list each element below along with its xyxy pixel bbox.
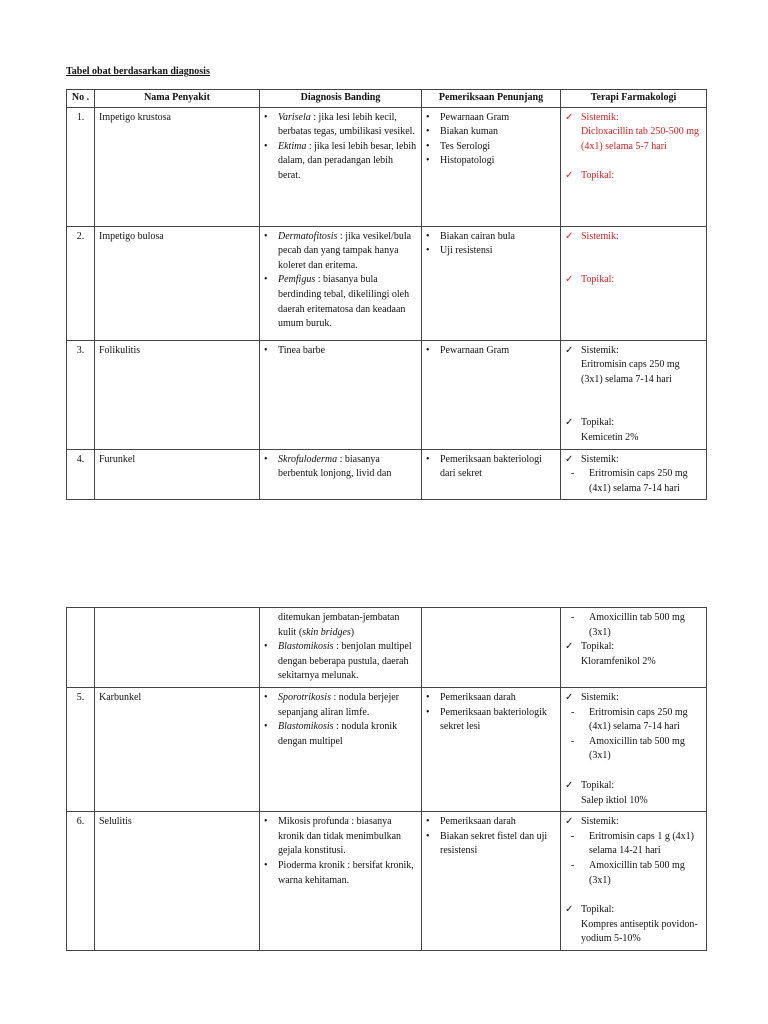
list-item: • Mikosis profunda : biasanya kronik dan tidak menimbulkan gejala konstitusi. xyxy=(264,815,417,859)
table-row xyxy=(67,226,707,340)
list-item: • Varisela : jika lesi lebih kecil, berbatas tegas, umbilikasi vesikel. xyxy=(264,111,417,140)
check-icon: ✓ xyxy=(565,230,574,242)
table-row xyxy=(67,687,707,811)
list-item: • Pemeriksaan darah xyxy=(426,815,556,830)
check-icon: ✓ xyxy=(565,691,574,703)
dash-icon: - xyxy=(571,859,575,871)
topikal-block: ✓ Topikal: xyxy=(565,273,702,288)
check-icon: ✓ xyxy=(565,170,574,182)
list-item: - Eritromisin caps 250 mg (4x1) selama 7-14 hari xyxy=(571,706,688,733)
disease-name: Impetigo bulosa xyxy=(95,226,260,340)
list-item: • Blastomikosis : nodula kronik dengan multipel xyxy=(264,720,417,749)
list-item: • Biakan kuman xyxy=(426,125,556,140)
dash-icon: - xyxy=(571,612,575,623)
terapi-cell xyxy=(561,107,707,226)
pemeriksaan-cell xyxy=(422,812,561,951)
table-row xyxy=(67,340,707,449)
terapi-cell xyxy=(561,340,707,449)
topikal-block: ✓ Topikal: xyxy=(565,169,702,184)
disease-name: Impetigo krustosa xyxy=(95,107,260,226)
drug-table-page2 xyxy=(66,607,707,951)
list-item: • Pemeriksaan bakteriologik sekret lesi xyxy=(426,706,556,735)
list-item: • Biakan sekret fistel dan uji resistensi xyxy=(426,830,556,859)
dash-icon: - xyxy=(571,735,575,747)
pemeriksaan-cell xyxy=(422,107,561,226)
sistemik-block: ✓ Sistemik: xyxy=(565,230,702,245)
row-number: 6. xyxy=(67,812,95,951)
topikal-block: ✓ Topikal: Salep iktiol 10% xyxy=(565,779,648,806)
sistemik-block: ✓ Sistemik: xyxy=(565,453,702,468)
check-icon: ✓ xyxy=(565,274,574,286)
disease-name: Folikulitis xyxy=(95,340,260,449)
sistemik-block: ✓ Sistemik: xyxy=(565,815,702,830)
diagnosis-banding-cell xyxy=(260,449,422,500)
drug-table-page1 xyxy=(66,89,707,500)
header-terapi-farmakologi: Terapi Farmakologi xyxy=(561,90,707,108)
check-icon: ✓ xyxy=(565,904,574,916)
topikal-block: ✓ Topikal: Kemicetin 2% xyxy=(565,417,639,443)
disease-name: Karbunkel xyxy=(95,687,260,811)
diagnosis-banding-cell xyxy=(260,608,422,688)
row-number: 3. xyxy=(67,340,95,449)
list-item: • Histopatologi xyxy=(426,154,556,169)
list-item: • Sporotrikosis : nodula berjejer sepanjang aliran limfe. xyxy=(264,691,417,720)
row-number: 5. xyxy=(67,687,95,811)
pemeriksaan-cell xyxy=(422,687,561,811)
list-item: • Tinea barbe xyxy=(264,344,417,359)
diagnosis-banding-cell xyxy=(260,812,422,951)
check-icon: ✓ xyxy=(565,417,574,429)
table-row xyxy=(67,107,707,226)
list-item: - Amoxicillin tab 500 mg (3x1) xyxy=(571,612,685,638)
table-row xyxy=(67,608,707,688)
topikal-block: ✓ Topikal: Kompres antiseptik povidon-yodium 5-10% xyxy=(565,904,698,945)
list-item: - Amoxicillin tab 500 mg (3x1) xyxy=(571,859,685,886)
sistemik-block: ✓ Sistemik: Eritromisin caps 250 mg (3x1) selama 7-14 hari xyxy=(565,344,680,385)
check-icon: ✓ xyxy=(565,641,574,653)
disease-name: Selulitis xyxy=(95,812,260,951)
diagnosis-banding-cell xyxy=(260,107,422,226)
sistemik-block: ✓ Sistemik: xyxy=(565,691,702,706)
diagnosis-banding-cell xyxy=(260,687,422,811)
list-item: • Ektima : jika lesi lebih besar, lebih dalam, dan peradangan lebih berat. xyxy=(264,140,417,184)
header-pemeriksaan-penunjang: Pemeriksaan Penunjang xyxy=(422,90,561,108)
dash-icon: - xyxy=(571,830,575,842)
list-item: - Eritromisin caps 250 mg (4x1) selama 7-14 hari xyxy=(571,468,688,494)
list-item: • Pewarnaan Gram xyxy=(426,111,556,126)
row-number: 4. xyxy=(67,449,95,500)
list-item: • Blastomikosis : benjolan multipel dengan beberapa pustula, daerah sekitarnya melunak. xyxy=(264,640,417,684)
topikal-block: ✓ Topikal: Kloramfenikol 2% xyxy=(565,641,656,667)
list-item: • Pemeriksaan darah xyxy=(426,691,556,706)
page-title: Tabel obat berdasarkan diagnosis xyxy=(66,66,210,77)
list-item: - Amoxicillin tab 500 mg (3x1) xyxy=(571,735,685,762)
list-item: • Pemfigus : biasanya bula berdinding tebal, dikelilingi oleh daerah eritematosa dan keadaan umum buruk. xyxy=(264,273,417,331)
dash-icon: - xyxy=(571,468,575,480)
header-row xyxy=(67,90,707,108)
sistemik-block: ✓ Sistemik: Dicloxacillin tab 250-500 mg (4x1) selama 5-7 hari xyxy=(565,111,700,152)
check-icon: ✓ xyxy=(565,344,574,356)
row-number: 1. xyxy=(67,107,95,226)
terapi-cell xyxy=(561,812,707,951)
disease-name: Furunkel xyxy=(95,449,260,500)
continued-text: ditemukan jembatan-jembatan kulit (skin bridges) xyxy=(278,612,400,638)
list-item: • Pemeriksaan bakteriologi dari sekret xyxy=(426,453,556,482)
list-item: • Skrofuloderma : biasanya berbentuk lonjong, livid dan xyxy=(264,453,417,482)
pemeriksaan-cell xyxy=(422,340,561,449)
header-nama-penyakit: Nama Penyakit xyxy=(95,90,260,108)
dash-icon: - xyxy=(571,706,575,718)
row-number: 2. xyxy=(67,226,95,340)
list-item: • Biakan cairan bula xyxy=(426,230,556,245)
diagnosis-banding-cell xyxy=(260,226,422,340)
check-icon: ✓ xyxy=(565,779,574,791)
terapi-cell xyxy=(561,608,707,688)
list-item: • Pioderma kronik : bersifat kronik, warna kehitaman. xyxy=(264,859,417,888)
terapi-cell xyxy=(561,449,707,500)
header-diagnosis-banding: Diagnosis Banding xyxy=(260,90,422,108)
list-item: • Pewarnaan Gram xyxy=(426,344,556,359)
terapi-cell xyxy=(561,687,707,811)
check-icon: ✓ xyxy=(565,111,574,123)
list-item: • Tes Serologi xyxy=(426,140,556,155)
header-no: No . xyxy=(67,90,95,108)
table-row xyxy=(67,812,707,951)
list-item: • Uji resistensi xyxy=(426,244,556,259)
check-icon: ✓ xyxy=(565,816,574,828)
table-row xyxy=(67,449,707,500)
terapi-cell xyxy=(561,226,707,340)
pemeriksaan-cell xyxy=(422,226,561,340)
list-item: - Eritromisin caps 1 g (4x1) selama 14-21 hari xyxy=(571,830,694,857)
list-item: • Dermatofitosis : jika vesikel/bula pecah dan yang tampak hanya koleret dan eritema. xyxy=(264,230,417,274)
diagnosis-banding-cell xyxy=(260,340,422,449)
pemeriksaan-cell xyxy=(422,449,561,500)
check-icon: ✓ xyxy=(565,453,574,465)
